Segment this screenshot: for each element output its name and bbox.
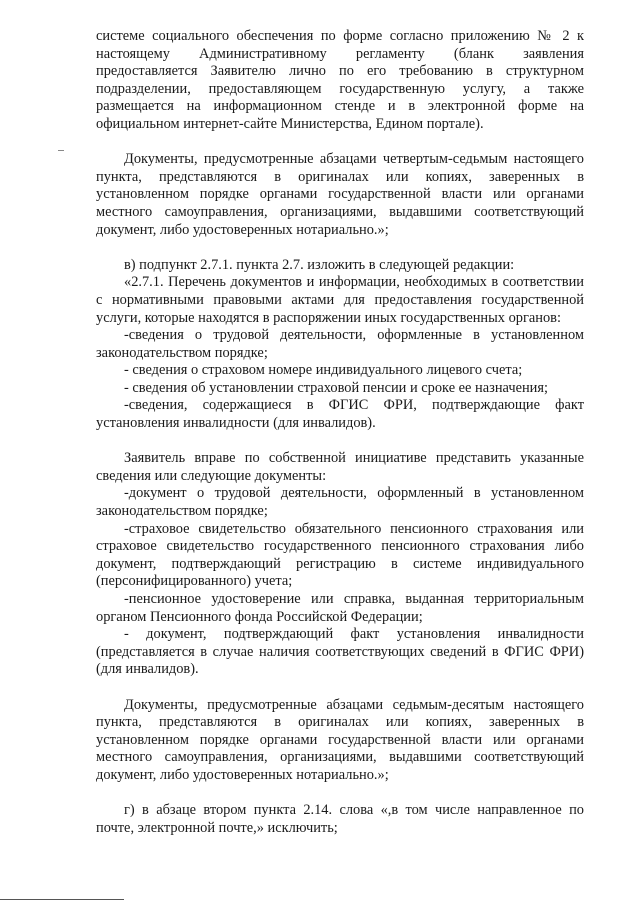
list-item-fgis-fri: -сведения, содержащиеся в ФГИС ФРИ, подтверждающие факт установления инвалидности (для инвалидов). (96, 397, 584, 432)
list-item-disability-document: - документ, подтверждающий факт установления инвалидности (представляется в случае наличия соответствующих сведений в ФГИС ФРИ) (для инвалидов). (96, 626, 584, 678)
footnote-separator (0, 899, 124, 900)
paragraph-2-7-1: «2.7.1. Перечень документов и информации, необходимых в соответствии с нормативными правовыми актами для предоставления государственной услуги, которые находятся в распоряжении иных государственных органов: (96, 274, 584, 326)
paragraph-amendment-g: г) в абзаце втором пункта 2.14. слова «,в том числе направленное по почте, электронной почте,» исключить; (96, 802, 584, 836)
paragraph-documents-note: Документы, предусмотренные абзацами четвертым-седьмым настоящего пункта, представляются в оригиналах или копиях, заверенных в установленном порядке органами государственной власти или органами местного самоуправления, организациями, выдавшими соответствующий документ, либо удостоверенных нотариально.»; (96, 151, 584, 238)
paragraph-documents-note-2: Документы, предусмотренные абзацами седьмым-десятым настоящего пункта, представляются в оригиналах или копиях, заверенных в установленном порядке органами государственной власти или органами местного самоуправления, организациями, выдавшими соответствующий документ, либо удостоверенных нотариально.»; (96, 696, 584, 783)
document-page (96, 28, 584, 837)
list-item-labor-document: -документ о трудовой деятельности, оформленный в установленном законодательством порядке; (96, 485, 584, 520)
paragraph-amendment-v: в) подпункт 2.7.1. пункта 2.7. изложить в следующей редакции: (124, 256, 515, 273)
list-item-snils: - сведения о страховом номере индивидуального лицевого счета; (124, 362, 523, 379)
paragraph-continuation: системе социального обеспечения по форме согласно приложению № 2 к настоящему Административному регламенту (бланк заявления предоставляется Заявителю лично по его требованию в структурном подразделении, предоставляющем государственную услугу, а также размещается на информационном стенде и в электронной форме на официальном интернет-сайте Министерства, Едином портале). (96, 28, 584, 132)
list-item-pension: - сведения об установлении страховой пенсии и сроке ее назначения; (124, 379, 548, 396)
margin-mark (58, 150, 64, 151)
list-item-pension-certificate: -пенсионное удостоверение или справка, выданная территориальным органом Пенсионного фонда Российской Федерации; (96, 591, 584, 625)
list-item-labor-info: -сведения о трудовой деятельности, оформленные в установленном законодательством порядке; (96, 327, 584, 361)
list-item-insurance-certificate: -страховое свидетельство обязательного пенсионного страхования или страховое свидетельство государственного пенсионного страхования либо документ, подтверждающий регистрацию в системе индивидуального (персонифицированного) учета; (96, 520, 584, 590)
paragraph-applicant-right: Заявитель вправе по собственной инициативе представить указанные сведения или следующие документы: (96, 450, 584, 484)
